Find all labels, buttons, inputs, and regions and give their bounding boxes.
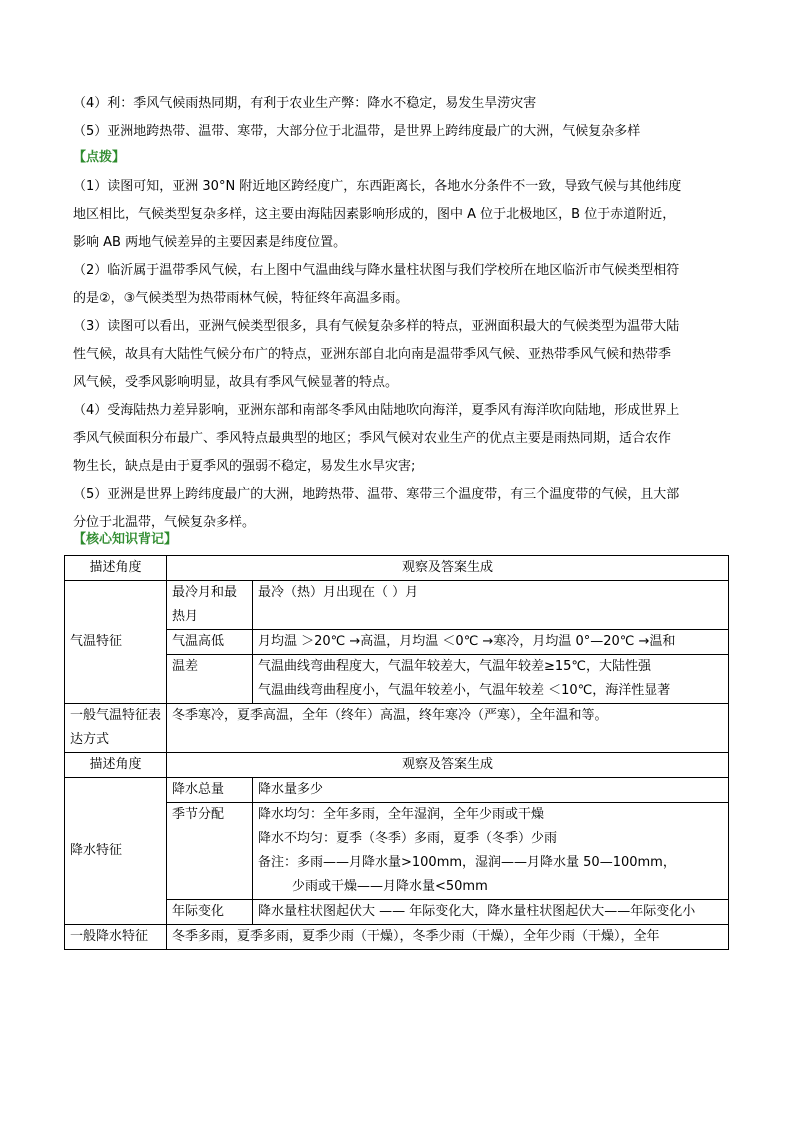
precip-row1-key: 降水总量 xyxy=(167,778,253,803)
hint-p5-line1: （5）亚洲是世界上跨纬度最广的大洲，地跨热带、温带、寒带三个温度带，有三个温度带的气候，且大部 xyxy=(73,487,680,502)
temp-row3-key: 温差 xyxy=(167,655,253,704)
temp-row2-key: 气温高低 xyxy=(167,630,253,655)
hint-p4-line2: 季风气候面积分布最广、季风特点最典型的地区；季风气候对农业生产的优点主要是雨热同期，适合农作 xyxy=(73,431,672,446)
table-row xyxy=(65,581,729,630)
temp-general-value: 冬季寒冷，夏季高温，全年（终年）高温，终年寒冷（严寒），全年温和等。 xyxy=(167,704,729,753)
hint-p1-line2: 地区相比，气候类型复杂多样，这主要由海陆因素影响形成的，图中 A 位于北极地区，B 位于赤道附近， xyxy=(73,207,676,222)
precip-row2-line4: 少雨或干燥——月降水量<50mm xyxy=(292,879,488,894)
hint-p5-line2: 分位于北温带，气候复杂多样。 xyxy=(73,515,256,530)
precip-row3-key: 年际变化 xyxy=(167,900,253,925)
precip-general-value: 冬季多雨，夏季多雨，夏季少雨（干燥），冬季少雨（干燥），全年少雨（干燥），全年 xyxy=(167,925,729,950)
hint-p3-line1: （3）读图可以看出，亚洲气候类型很多，具有气候复杂多样的特点，亚洲面积最大的气候类型为温带大陆 xyxy=(73,319,680,334)
header-observation: 观察及答案生成 xyxy=(167,556,729,581)
table-row xyxy=(65,704,729,753)
header-angle-2: 描述角度 xyxy=(65,753,167,778)
table-row xyxy=(65,925,729,950)
header-observation-2: 观察及答案生成 xyxy=(167,753,729,778)
hint-p3-line3: 风气候，受季风影响明显，故具有季风气候显著的特点。 xyxy=(73,375,399,390)
precip-general-label: 一般降水特征 xyxy=(65,925,167,950)
precip-label: 降水特征 xyxy=(65,778,167,925)
hint-p4-line1: （4）受海陆热力差异影响，亚洲东部和南部冬季风由陆地吹向海洋，夏季风有海洋吹向陆地，形成世界上 xyxy=(73,403,680,418)
temp-row3-val xyxy=(253,655,729,704)
answer-line-5: （5）亚洲地跨热带、温带、寒带，大部分位于北温带，是世界上跨纬度最广的大洲，气候复杂多样 xyxy=(73,124,641,139)
precip-row2-line3: 备注：多雨——月降水量>100mm，湿润——月降水量 50—100mm， xyxy=(258,855,676,870)
core-title: 【核心知识背记】 xyxy=(73,532,178,547)
temp-general-label: 一般气温特征表达方式 xyxy=(65,704,167,753)
hint-title: 【点拨】 xyxy=(73,150,126,165)
table-row xyxy=(65,556,729,581)
hint-p2-line1: （2）临沂属于温带季风气候，右上图中气温曲线与降水量柱状图与我们学校所在地区临沂市气候类型相符 xyxy=(73,263,680,278)
hint-p2-line2: 的是②，③气候类型为热带雨林气候，特征终年高温多雨。 xyxy=(73,291,409,306)
temp-row1-val: 最冷（热）月出现在（ ）月 xyxy=(253,581,729,630)
temp-row3-line1: 气温曲线弯曲程度大，气温年较差大，气温年较差≥15℃，大陆性强 xyxy=(258,659,652,674)
temp-row2-val: 月均温 ＞20℃ →高温，月均温 ＜0℃ →寒冷，月均温 0°—20℃ →温和 xyxy=(253,630,729,655)
core-knowledge-table xyxy=(64,555,729,950)
hint-p1-line3: 影响 AB 两地气候差异的主要因素是纬度位置。 xyxy=(73,235,347,250)
hint-p1-line1: （1）读图可知，亚洲 30°N 附近地区跨经度广，东西距离长，各地水分条件不一致，导致气候与其他纬度 xyxy=(73,179,682,194)
precip-row2-val xyxy=(253,803,729,900)
precip-row2-line1: 降水均匀：全年多雨，全年湿润，全年少雨或干燥 xyxy=(258,807,545,822)
header-angle: 描述角度 xyxy=(65,556,167,581)
precip-row1-val: 降水量多少 xyxy=(253,778,729,803)
hint-p4-line3: 物生长，缺点是由于夏季风的强弱不稳定，易发生水旱灾害; xyxy=(73,459,416,474)
temp-row3-line2: 气温曲线弯曲程度小，气温年较差小，气温年较差 ＜10℃，海洋性显著 xyxy=(258,683,671,698)
answer-line-4: （4）利：季风气候雨热同期，有利于农业生产弊：降水不稳定，易发生旱涝灾害 xyxy=(73,96,537,111)
precip-row2-line2: 降水不均匀：夏季（冬季）多雨，夏季（冬季）少雨 xyxy=(258,831,558,846)
table-row xyxy=(65,753,729,778)
temp-row1-key: 最冷月和最热月 xyxy=(167,581,253,630)
table-row xyxy=(65,778,729,803)
hint-p3-line2: 性气候，故具有大陆性气候分布广的特点，亚洲东部自北向南是温带季风气候、亚热带季风气候和热带季 xyxy=(73,347,672,362)
precip-row2-key: 季节分配 xyxy=(167,803,253,900)
precip-row3-val: 降水量柱状图起伏大 —— 年际变化大，降水量柱状图起伏大——年际变化小 xyxy=(253,900,729,925)
temp-label: 气温特征 xyxy=(65,581,167,704)
